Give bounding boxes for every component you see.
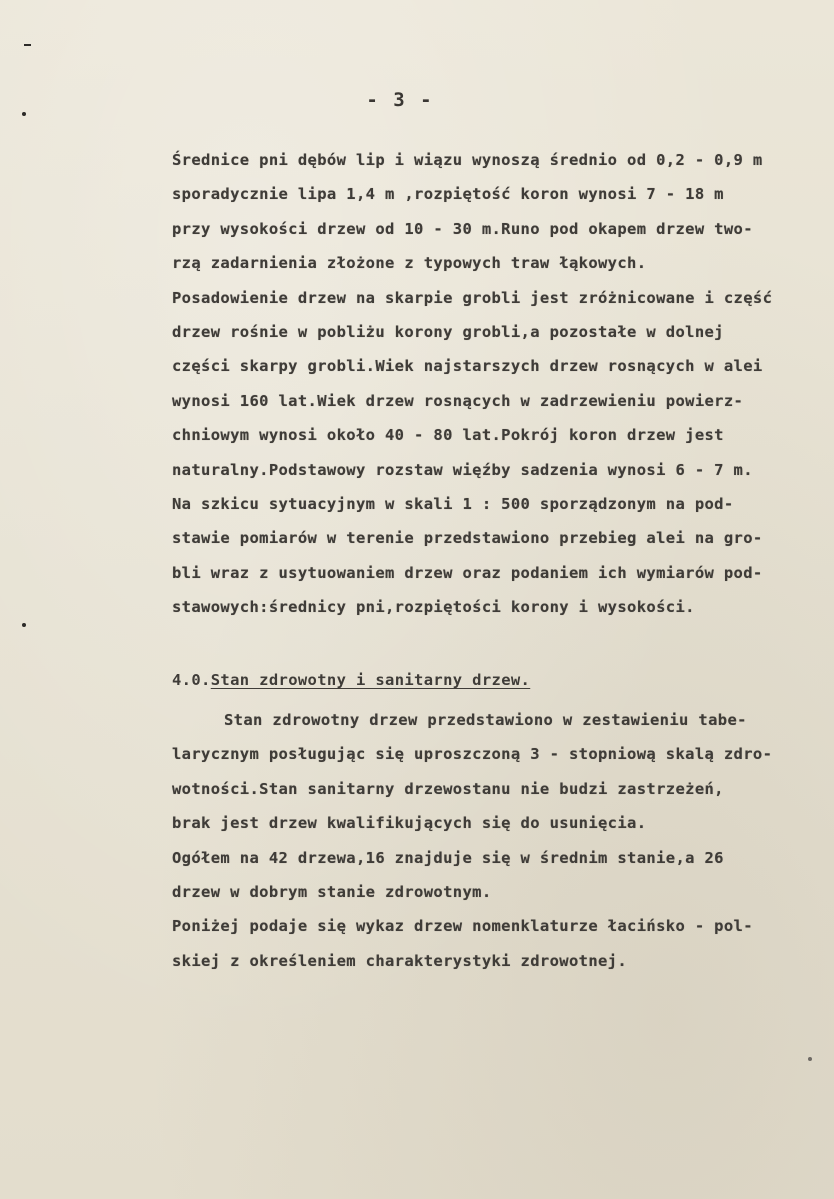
text-line: drzew w dobrym stanie zdrowotnym. (172, 882, 492, 901)
margin-dot (808, 1057, 812, 1061)
section-number: 4.0. (172, 671, 211, 689)
section-heading (172, 663, 530, 697)
text-line: części skarpy grobli.Wiek najstarszych drzew rosnących w alei (172, 357, 763, 376)
section-title: Stan zdrowotny i sanitarny drzew. (210, 671, 531, 689)
text-line: Średnice pni dębów lip i wiązu wynoszą średnio od 0,2 - 0,9 m (172, 151, 763, 169)
text-line: stawowych:średnicy pni,rozpiętości korony i wysokości. (172, 598, 695, 617)
text-line: Posadowienie drzew na skarpie grobli jest zróżnicowane i część (172, 288, 773, 307)
text-line: sporadycznie lipa 1,4 m ,rozpiętość koron wynosi 7 - 18 m (172, 185, 724, 204)
text-line: stawie pomiarów w terenie przedstawiono przebieg alei na gro- (172, 529, 763, 548)
text-line: naturalny.Podstawowy rozstaw więźby sadzenia wynosi 6 - 7 m. (172, 460, 753, 479)
margin-mark (24, 44, 31, 46)
text-line: bli wraz z usytuowaniem drzew oraz podaniem ich wymiarów pod- (172, 563, 763, 582)
text-line: drzew rośnie w pobliżu korony grobli,a pozostałe w dolnej (172, 322, 724, 341)
text-line: przy wysokości drzew od 10 - 30 m.Runo pod okapem drzew two- (172, 219, 753, 238)
text-line: larycznym posługując się uproszczoną 3 - stopniową skalą zdro- (172, 745, 773, 764)
text-line: chniowym wynosi około 40 - 80 lat.Pokrój koron drzew jest (172, 426, 724, 445)
margin-dot (22, 112, 26, 116)
text-line: brak jest drzew kwalifikujących się do usunięcia. (172, 814, 647, 833)
text-line: rzą zadarnienia złożone z typowych traw łąkowych. (172, 254, 647, 273)
paragraph-health-status (172, 703, 827, 978)
margin-dot (22, 623, 26, 627)
text-line: Poniżej podaje się wykaz drzew nomenklaturze łacińsko - pol- (172, 917, 753, 936)
text-line: Stan zdrowotny drzew przedstawiono w zestawieniu tabe- (224, 711, 747, 729)
text-line: wynosi 160 lat.Wiek drzew rosnących w zadrzewieniu powierz- (172, 391, 744, 410)
page-number: - 3 - (366, 89, 434, 111)
text-line: Ogółem na 42 drzewa,16 znajduje się w średnim stanie,a 26 (172, 848, 724, 867)
text-line: skiej z określeniem charakterystyki zdrowotnej. (172, 951, 628, 970)
paragraph-trees-description (172, 143, 827, 624)
text-line: Na szkicu sytuacyjnym w skali 1 : 500 sporządzonym na pod- (172, 494, 734, 513)
text-line: wotności.Stan sanitarny drzewostanu nie budzi zastrzeżeń, (172, 779, 724, 798)
